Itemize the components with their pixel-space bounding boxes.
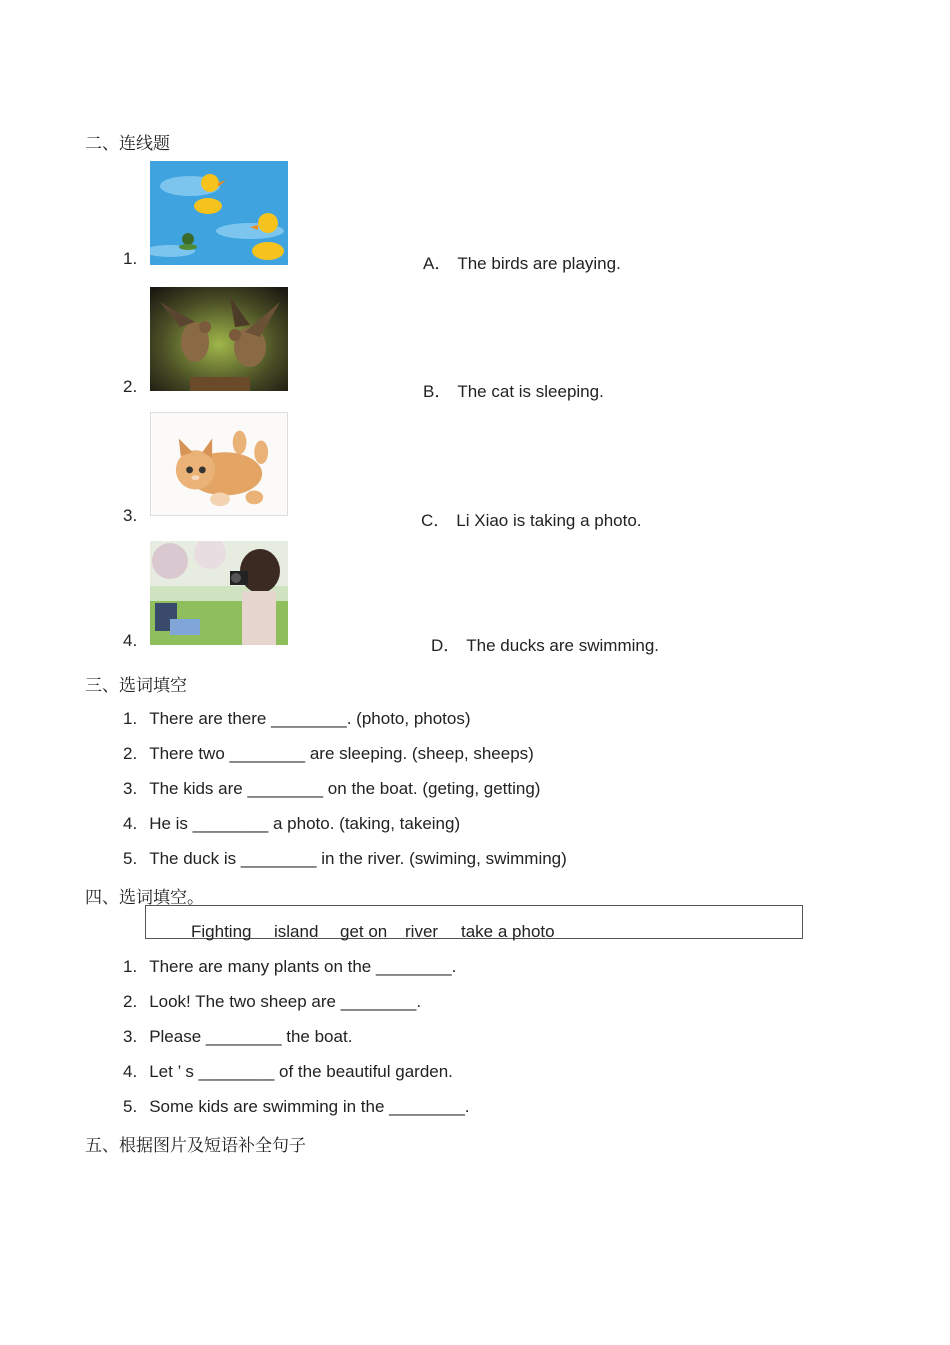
word-bank-box <box>145 905 803 939</box>
cat-lying-picture <box>150 412 288 516</box>
item-number: 1. <box>123 957 138 976</box>
word-bank-item: Fighting <box>191 922 252 941</box>
item-number: 5. <box>123 849 138 868</box>
option-text: The ducks are swimming. <box>466 636 660 655</box>
fill-choice-item-4 <box>123 814 460 834</box>
item-text: Some kids are swimming in the ________. <box>149 1097 470 1116</box>
item-text: He is ________ a photo. (taking, takeing) <box>149 814 461 833</box>
word-bank-item: island <box>274 922 319 941</box>
word-bank-item: river <box>405 922 439 941</box>
matching-option-d <box>431 631 659 656</box>
item-number: 2. <box>123 992 138 1011</box>
matching-option-b <box>423 377 604 402</box>
option-text: The birds are playing. <box>457 254 621 273</box>
matching-number-4: 4. <box>123 631 138 650</box>
matching-option-c <box>421 506 642 531</box>
fill-bank-item-4 <box>123 1062 453 1082</box>
ducks-swimming-picture <box>150 161 288 265</box>
fill-bank-item-5 <box>123 1097 470 1117</box>
section-heading-choose-words: 三、选词填空 <box>85 676 187 696</box>
option-letter: A． <box>423 254 452 273</box>
word-bank-item: take a photo <box>461 922 555 941</box>
item-text: Let ’ s ________ of the beautiful garden. <box>149 1062 453 1081</box>
section-heading-complete-sentences: 五、根据图片及短语补全句子 <box>85 1136 306 1156</box>
section-heading-word-bank: 四、选词填空。 <box>85 888 204 908</box>
fill-bank-item-3 <box>123 1027 352 1047</box>
fill-choice-item-1 <box>123 709 471 729</box>
item-number: 3. <box>123 1027 138 1046</box>
fill-choice-item-3 <box>123 779 540 799</box>
fill-bank-item-2 <box>123 992 421 1012</box>
option-text: Li Xiao is taking a photo. <box>456 511 642 530</box>
matching-option-a <box>423 249 621 274</box>
item-number: 5. <box>123 1097 138 1116</box>
word-bank-item: get on <box>340 922 388 941</box>
item-number: 4. <box>123 814 138 833</box>
section-heading-matching: 二、连线题 <box>85 134 170 154</box>
girl-taking-photo-picture <box>150 541 288 645</box>
item-text: The kids are ________ on the boat. (geting, getting) <box>149 779 541 798</box>
option-letter: D． <box>431 636 461 655</box>
item-number: 1. <box>123 709 138 728</box>
birds-playing-picture <box>150 287 288 391</box>
option-letter: C． <box>421 511 451 530</box>
option-text: The cat is sleeping. <box>457 382 604 401</box>
item-number: 2. <box>123 744 138 763</box>
item-number: 4. <box>123 1062 138 1081</box>
item-text: The duck is ________ in the river. (swiming, swimming) <box>149 849 567 868</box>
item-text: Please ________ the boat. <box>149 1027 353 1046</box>
fill-choice-item-2 <box>123 744 534 764</box>
matching-number-1: 1. <box>123 249 138 268</box>
fill-bank-item-1 <box>123 957 456 977</box>
item-text: There are there ________. (photo, photos) <box>149 709 471 728</box>
option-letter: B． <box>423 382 452 401</box>
item-text: There two ________ are sleeping. (sheep, sheeps) <box>149 744 534 763</box>
matching-number-3: 3. <box>123 506 138 525</box>
item-text: There are many plants on the ________. <box>149 957 457 976</box>
fill-choice-item-5 <box>123 849 567 869</box>
matching-number-2: 2. <box>123 377 138 396</box>
item-number: 3. <box>123 779 138 798</box>
item-text: Look! The two sheep are ________. <box>149 992 422 1011</box>
